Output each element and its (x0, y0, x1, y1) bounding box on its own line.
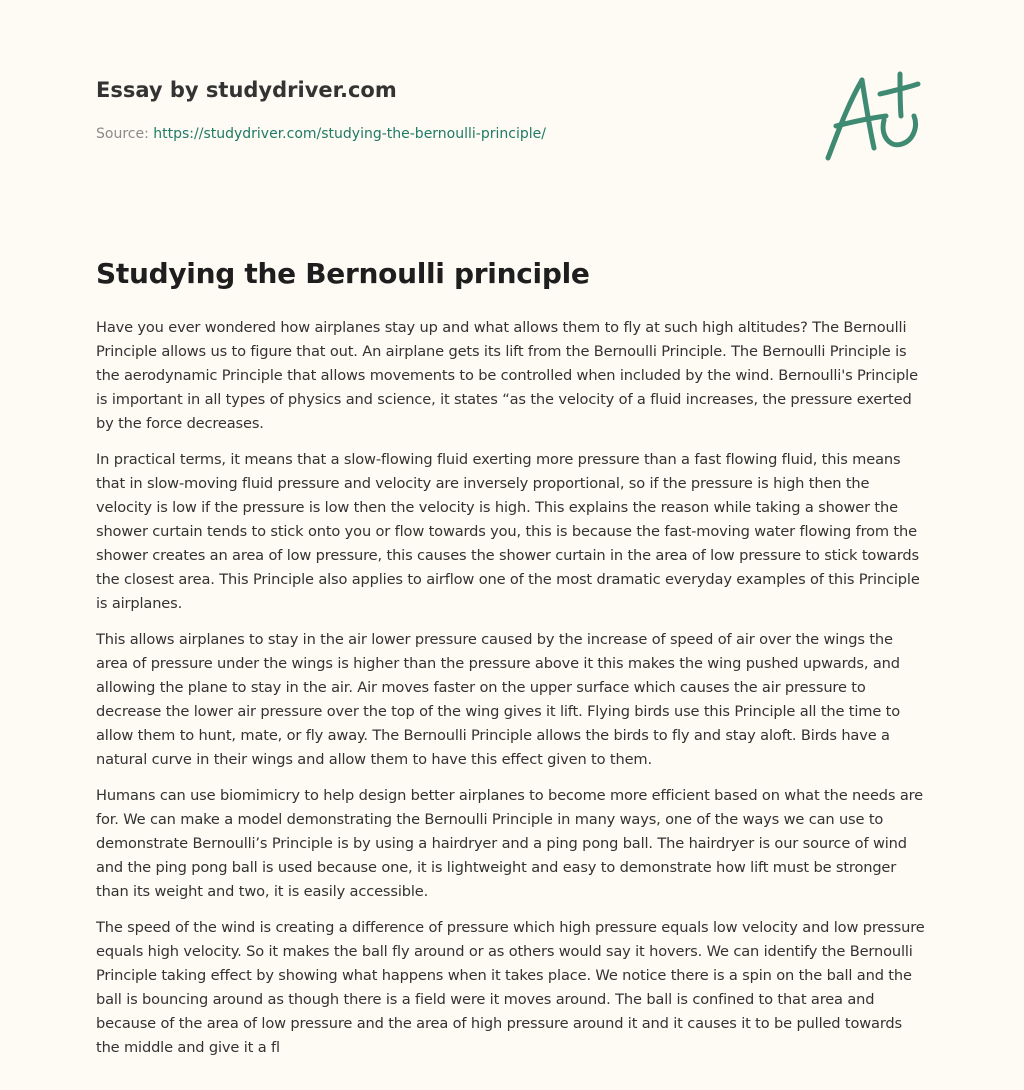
brand-title: Essay by studydriver.com (96, 78, 397, 102)
source-line (96, 124, 796, 144)
essay-header (96, 76, 796, 144)
source-link[interactable]: https://studydriver.com/studying-the-bernoulli-principle/ (153, 126, 546, 142)
essay-paragraph: This allows airplanes to stay in the air lower pressure caused by the increase of speed of air over the wings the area of pressure under the wings is higher than the pressure above it this makes the wing pushed upwards, and allowing the plane to stay in the air. Air moves faster on the upper surface which causes the air pressure to decrease the lower air pressure over the top of the wing gives it lift. Flying birds use this Principle all the time to allow them to hunt, mate, or fly away. The Bernoulli Principle allows the birds to fly and stay aloft. Birds have a natural curve in their wings and allow them to have this effect given to them. (96, 631, 901, 768)
essay-paragraph: Humans can use biomimicry to help design better airplanes to become more efficient based on what the needs are for. We can make a model demonstrating the Bernoulli Principle in many ways, one of the ways we can use to demonstrate Bernoulli’s Principle is by using a hairdryer and a ping pong ball. The hairdryer is our source of wind and the ping pong ball is used because one, it is lightweight and easy to demonstrate how lift must be stronger than its weight and two, it is easily accessible. (96, 787, 923, 900)
essay-paragraph: Have you ever wondered how airplanes stay up and what allows them to fly at such high altitudes? The Bernoulli Principle allows us to figure that out. An airplane gets its lift from the Bernoulli Principle. The Bernoulli Principle is the aerodynamic Principle that allows movements to be controlled when included by the wind. Bernoulli's Principle is important in all types of physics and science, it states “as the velocity of a fluid increases, the pressure exerted by the force decreases. (96, 319, 918, 432)
source-label: Source: (96, 126, 154, 142)
essay-title: Studying the Bernoulli principle (96, 257, 590, 290)
a-plus-logo-icon (818, 64, 930, 168)
essay-paragraph: The speed of the wind is creating a difference of pressure which high pressure equals low velocity and low pressure equals high velocity. So it makes the ball fly around or as others would say it hovers. We can identify the Bernoulli Principle taking effect by showing what happens when it takes place. We notice there is a spin on the ball and the ball is bouncing around as though there is a field were it moves around. The ball is confined to that area and because of the area of low pressure and the area of high pressure around it and it causes it to be pulled towards the middle and give it a fl (96, 919, 925, 1056)
essay-paragraph: In practical terms, it means that a slow-flowing fluid exerting more pressure than a fast flowing fluid, this means that in slow-moving fluid pressure and velocity are inversely proportional, so if the pressure is high then the velocity is low if the pressure is low then the velocity is high. This explains the reason while taking a shower the shower curtain tends to stick onto you or flow towards you, this is because the fast-moving water flowing from the shower creates an area of low pressure, this causes the shower curtain in the area of low pressure to stick towards the closest area. This Principle also applies to airflow one of the most dramatic everyday examples of this Principle is airplanes. (96, 451, 920, 612)
essay-body (96, 316, 928, 1072)
